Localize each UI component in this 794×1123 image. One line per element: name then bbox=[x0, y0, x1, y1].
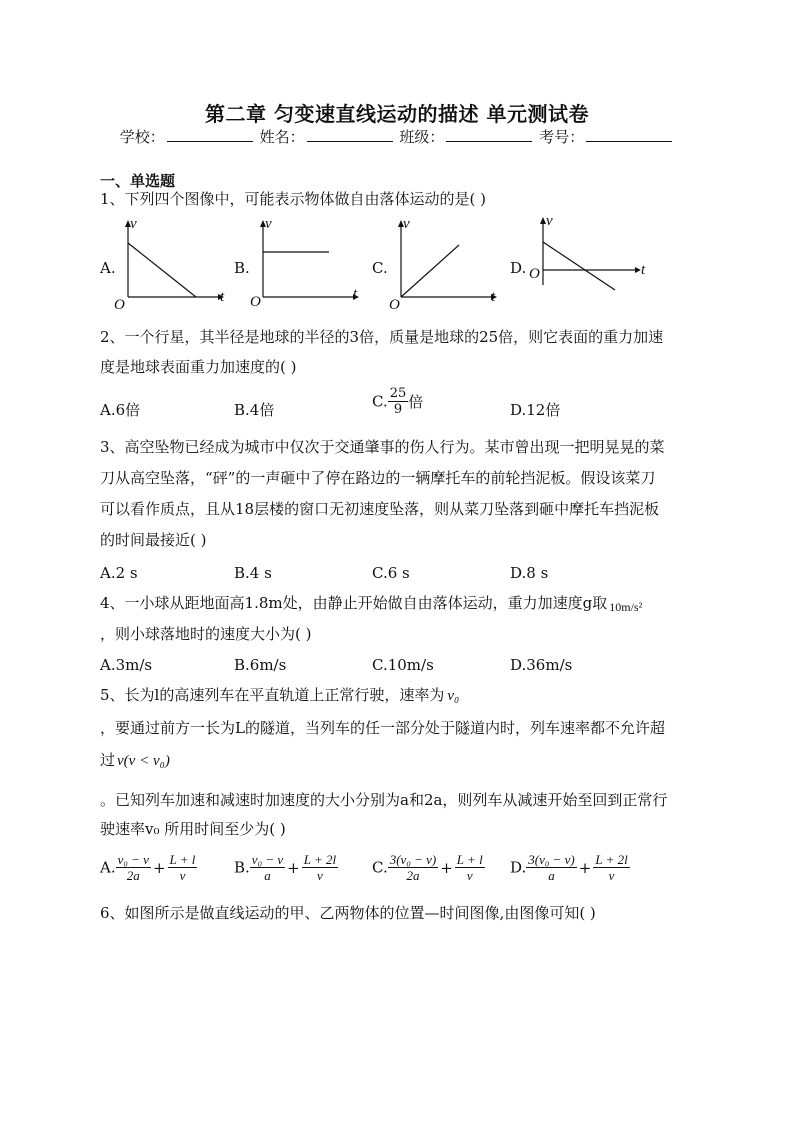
q3-option-d[interactable]: D.8 s bbox=[510, 564, 549, 582]
question-4-line2: ，则小球落地时的速度大小为( ) bbox=[100, 625, 312, 643]
q5-b-num2: L + 2l bbox=[303, 852, 337, 867]
q5-c-frac2 bbox=[455, 852, 485, 883]
student-info-line bbox=[0, 126, 794, 147]
q5-d-num1: 3(v₀ − v) bbox=[528, 852, 575, 867]
q1-a-origin: O bbox=[114, 297, 125, 313]
q4-line1-text: 4、一小球从距地面高1.8m处，由静止开始做自由落体运动，重力加速度g取 bbox=[100, 594, 608, 612]
q5-b-frac2 bbox=[302, 852, 338, 883]
question-2-line1: 2、一个行星，其半径是地球的半径的3倍，质量是地球的25倍，则它表面的重力加速 bbox=[100, 328, 664, 346]
q1-c-axis-t: t bbox=[491, 289, 496, 305]
question-1-stem: 1、下列四个图像中，可能表示物体做自由落体运动的是( ) bbox=[100, 190, 487, 208]
q5-d-label: D. bbox=[510, 858, 527, 877]
q1-b-origin: O bbox=[250, 294, 261, 310]
q2-option-c-suffix: 倍 bbox=[408, 393, 424, 411]
q1-option-b-label[interactable]: B. bbox=[234, 259, 250, 277]
q1-graph-c-line bbox=[401, 245, 459, 297]
q5-c-label: C. bbox=[372, 858, 388, 877]
q2-option-b[interactable]: B.4倍 bbox=[234, 401, 275, 419]
number-blank[interactable] bbox=[586, 129, 672, 142]
q1-graph-d bbox=[523, 210, 653, 310]
q5-b-den2: v bbox=[317, 868, 323, 883]
q4-g-value: 10m/s² bbox=[609, 600, 643, 614]
q1-c-origin: O bbox=[389, 297, 400, 313]
q1-option-d-label[interactable]: D. bbox=[510, 259, 527, 277]
number-label: 考号： bbox=[539, 128, 585, 146]
q1-d-axis-v: v bbox=[546, 213, 553, 229]
question-5-line4: 。已知列车加速和减速时加速度的大小分别为a和2a，则列车从减速开始至回到正常行 bbox=[100, 791, 668, 809]
question-5-line1 bbox=[100, 680, 459, 712]
question-5-line3 bbox=[100, 745, 170, 777]
q1-d-origin: O bbox=[529, 266, 540, 282]
q5-option-d[interactable] bbox=[510, 852, 630, 883]
page-title: 第二章 匀变速直线运动的描述 单元测试卷 bbox=[205, 102, 589, 126]
q5-a-plus: + bbox=[152, 858, 166, 877]
school-label: 学校： bbox=[119, 128, 165, 146]
q5-c-den2: v bbox=[466, 868, 473, 883]
q5-b-frac1 bbox=[250, 852, 285, 883]
q5-a-num2: L + l bbox=[169, 852, 196, 867]
school-blank[interactable] bbox=[167, 129, 253, 142]
question-3-line1: 3、高空坠物已经成为城市中仅次于交通肇事的伤人行为。某市曾出现一把明晃晃的菜 bbox=[100, 438, 665, 456]
q5-line3-text: 过 bbox=[100, 751, 116, 769]
q5-c-num2: L + l bbox=[456, 852, 483, 867]
q5-d-frac2 bbox=[593, 852, 629, 883]
q5-d-frac1 bbox=[526, 852, 577, 883]
q5-a-den2: v bbox=[179, 868, 186, 883]
q5-d-den2: v bbox=[608, 868, 615, 883]
q5-c-den1: 2a bbox=[406, 868, 420, 883]
q2-c-numerator: 25 bbox=[389, 386, 407, 401]
q2-option-d[interactable]: D.12倍 bbox=[510, 401, 561, 419]
q5-d-den1: a bbox=[548, 868, 555, 883]
q4-option-d[interactable]: D.36m/s bbox=[510, 656, 573, 674]
q2-c-denominator: 9 bbox=[393, 402, 403, 417]
q5-line1-text: 5、长为l的高速列车在平直轨道上正常行驶，速率为 bbox=[100, 686, 445, 704]
q3-option-c[interactable]: C.6 s bbox=[372, 564, 410, 582]
q4-option-c[interactable]: C.10m/s bbox=[372, 656, 434, 674]
q5-a-frac1 bbox=[116, 852, 151, 883]
q1-option-c-label[interactable]: C. bbox=[372, 259, 388, 277]
q1-graph-a-line bbox=[128, 243, 196, 297]
class-label: 班级： bbox=[399, 128, 445, 146]
q5-d-plus: + bbox=[578, 858, 592, 877]
q5-c-num1: 3(v₀ − v) bbox=[389, 852, 437, 867]
q1-option-a-label[interactable]: A. bbox=[100, 259, 116, 277]
name-label: 姓名： bbox=[259, 128, 305, 146]
question-5-line5: 驶速率v₀ 所用时间至少为( ) bbox=[100, 820, 286, 838]
name-blank[interactable] bbox=[307, 129, 393, 142]
q3-option-a[interactable]: A.2 s bbox=[100, 564, 138, 582]
q5-a-frac2 bbox=[168, 852, 198, 883]
q5-b-plus: + bbox=[287, 858, 300, 877]
q3-option-b[interactable]: B.4 s bbox=[234, 564, 272, 582]
section-heading: 一、单选题 bbox=[100, 172, 176, 190]
q1-a-axis-t: t bbox=[220, 289, 225, 305]
q5-a-den1: 2a bbox=[126, 868, 140, 883]
q5-c-frac1 bbox=[388, 852, 439, 883]
q1-d-axis-t: t bbox=[641, 262, 646, 278]
question-6-stem: 6、如图所示是做直线运动的甲、乙两物体的位置—时间图像,由图像可知( ) bbox=[100, 904, 596, 922]
q1-c-axis-v: v bbox=[403, 216, 410, 232]
q5-speed-condition: v(v < v₀) bbox=[117, 753, 170, 769]
q1-b-axis-v: v bbox=[265, 216, 272, 232]
q1-b-axis-t: t bbox=[353, 286, 358, 302]
class-blank[interactable] bbox=[446, 129, 532, 142]
q5-option-c[interactable] bbox=[372, 852, 485, 883]
q5-b-label: B. bbox=[234, 858, 250, 877]
q4-option-a[interactable]: A.3m/s bbox=[100, 656, 153, 674]
q1-graph-d-line bbox=[543, 242, 615, 290]
q1-a-axis-v: v bbox=[130, 216, 137, 232]
q5-option-b[interactable] bbox=[234, 852, 338, 883]
q5-b-num1: v₀ − v bbox=[251, 852, 284, 867]
q5-d-num2: L + 2l bbox=[595, 852, 628, 867]
question-3-line4: 的时间最接近( ) bbox=[100, 531, 207, 549]
q5-option-a[interactable] bbox=[100, 852, 197, 883]
q2-option-c[interactable] bbox=[372, 386, 423, 417]
question-3-line2: 刀从高空坠落，“砰”的一声砸中了停在路边的一辆摩托车的前轮挡泥板。假设该菜刀 bbox=[100, 469, 656, 487]
question-5-line2: ，要通过前方一长为L的隧道，当列车的任一部分处于隧道内时，列车速率都不允许超 bbox=[100, 719, 665, 737]
q5-v0: v₀ bbox=[447, 688, 460, 704]
q5-b-den1: a bbox=[264, 868, 271, 883]
q2-option-a[interactable]: A.6倍 bbox=[100, 401, 141, 419]
q2-option-c-label: C. bbox=[372, 392, 388, 411]
question-4-line1 bbox=[100, 588, 642, 623]
q1-graph-c bbox=[383, 215, 503, 315]
q1-graph-b bbox=[245, 215, 365, 315]
question-2-line2: 度是地球表面重力加速度的( ) bbox=[100, 358, 297, 376]
q5-c-plus: + bbox=[440, 858, 453, 877]
q1-graph-a bbox=[110, 215, 230, 315]
q2-option-c-fraction bbox=[388, 386, 409, 417]
q5-a-label: A. bbox=[100, 858, 116, 877]
q4-option-b[interactable]: B.6m/s bbox=[234, 656, 287, 674]
q5-a-num1: v₀ − v bbox=[117, 852, 149, 867]
question-3-line3: 可以看作质点，且从18层楼的窗口无初速度坠落，则从菜刀坠落到砸中摩托车挡泥板 bbox=[100, 500, 660, 518]
